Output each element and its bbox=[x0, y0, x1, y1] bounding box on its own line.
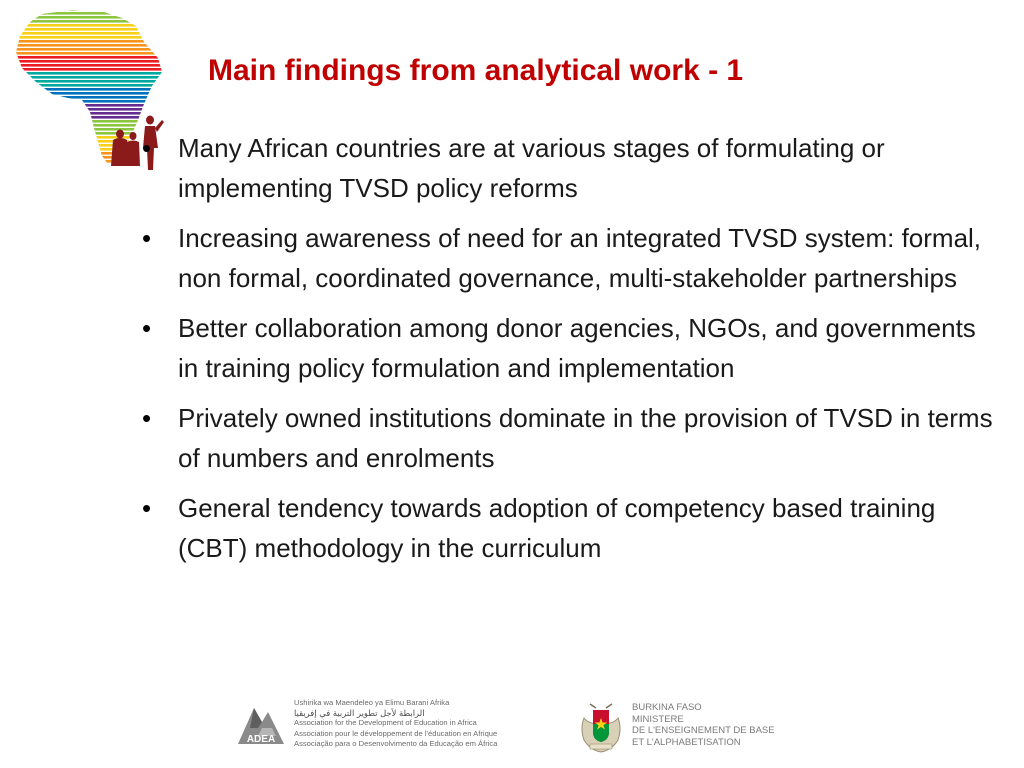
list-item bbox=[134, 398, 994, 478]
bullet-icon: • bbox=[142, 313, 152, 343]
bullet-icon: • bbox=[142, 223, 152, 253]
ministry-line-ministere: MINISTERE bbox=[632, 713, 684, 725]
africa-stripe bbox=[12, 52, 172, 55]
africa-stripe bbox=[12, 56, 172, 59]
africa-stripe bbox=[12, 32, 172, 35]
africa-stripe bbox=[12, 40, 172, 43]
africa-stripe bbox=[12, 108, 172, 111]
africa-stripe bbox=[12, 44, 172, 47]
list-item bbox=[134, 218, 994, 298]
africa-stripe bbox=[12, 64, 172, 67]
bullet-text: Better collaboration among donor agencies, NGOs, and governments in training policy formulation and implementation bbox=[178, 313, 976, 383]
footer-logos bbox=[0, 690, 1024, 760]
bullet-icon: • bbox=[142, 403, 152, 433]
findings-list bbox=[134, 128, 994, 578]
africa-stripe bbox=[12, 48, 172, 51]
adea-line-english: Association for the Development of Education in Africa bbox=[294, 718, 477, 728]
africa-stripe bbox=[12, 76, 172, 79]
africa-stripe bbox=[12, 68, 172, 71]
africa-stripe bbox=[12, 36, 172, 39]
africa-stripe bbox=[12, 84, 172, 87]
adea-name-block bbox=[294, 698, 524, 749]
africa-stripe bbox=[12, 100, 172, 103]
africa-stripe bbox=[12, 20, 172, 23]
africa-stripe bbox=[12, 24, 172, 27]
bullet-text: Many African countries are at various stages of formulating or implementing TVSD policy reforms bbox=[178, 133, 885, 203]
adea-line-french: Association pour le développement de l'éducation en Afrique bbox=[294, 728, 498, 738]
africa-stripe bbox=[12, 80, 172, 83]
bullet-text: General tendency towards adoption of competency based training (CBT) methodology in the curriculum bbox=[178, 493, 936, 563]
list-item bbox=[134, 128, 994, 208]
africa-stripe bbox=[12, 112, 172, 115]
slide-title: Main findings from analytical work - 1 bbox=[208, 54, 744, 87]
bullet-icon: • bbox=[142, 493, 152, 523]
africa-stripe bbox=[12, 104, 172, 107]
adea-line-portuguese: Associação para o Desenvolvimento da Educação em África bbox=[294, 738, 498, 748]
adea-line-swahili: Ushirika wa Maendeleo ya Elimu Barani Afrika bbox=[294, 698, 450, 707]
africa-stripe bbox=[12, 92, 172, 95]
ministry-line-country: BURKINA FASO bbox=[632, 702, 702, 713]
africa-stripe bbox=[12, 60, 172, 63]
africa-stripe bbox=[12, 8, 172, 11]
ministry-line-enseignement: DE L'ENSEIGNEMENT DE BASE bbox=[632, 725, 775, 736]
burkina-faso-coat-of-arms-icon bbox=[576, 698, 626, 754]
adea-logo-icon bbox=[232, 698, 290, 750]
svg-text:ADEA: ADEA bbox=[246, 734, 276, 745]
bullet-text: Privately owned institutions dominate in the provision of TVSD in terms of numbers and enrolments bbox=[178, 403, 993, 473]
ministry-line-alphabetisation: ET L'ALPHABETISATION bbox=[632, 736, 741, 748]
list-item bbox=[134, 488, 994, 568]
bullet-icon: • bbox=[142, 133, 152, 163]
africa-stripe bbox=[12, 96, 172, 99]
ministry-name-block bbox=[632, 702, 832, 748]
africa-stripe bbox=[12, 72, 172, 75]
africa-stripe bbox=[12, 28, 172, 31]
africa-stripe bbox=[12, 12, 172, 15]
africa-stripe bbox=[12, 16, 172, 19]
list-item bbox=[134, 308, 994, 388]
adea-line-arabic: الرابطة لأجل تطوير التربية في إفريقيا bbox=[294, 708, 425, 719]
africa-stripe bbox=[12, 88, 172, 91]
bullet-text: Increasing awareness of need for an integrated TVSD system: formal, non formal, coordinated governance, multi-stakeholder partnerships bbox=[178, 223, 982, 293]
